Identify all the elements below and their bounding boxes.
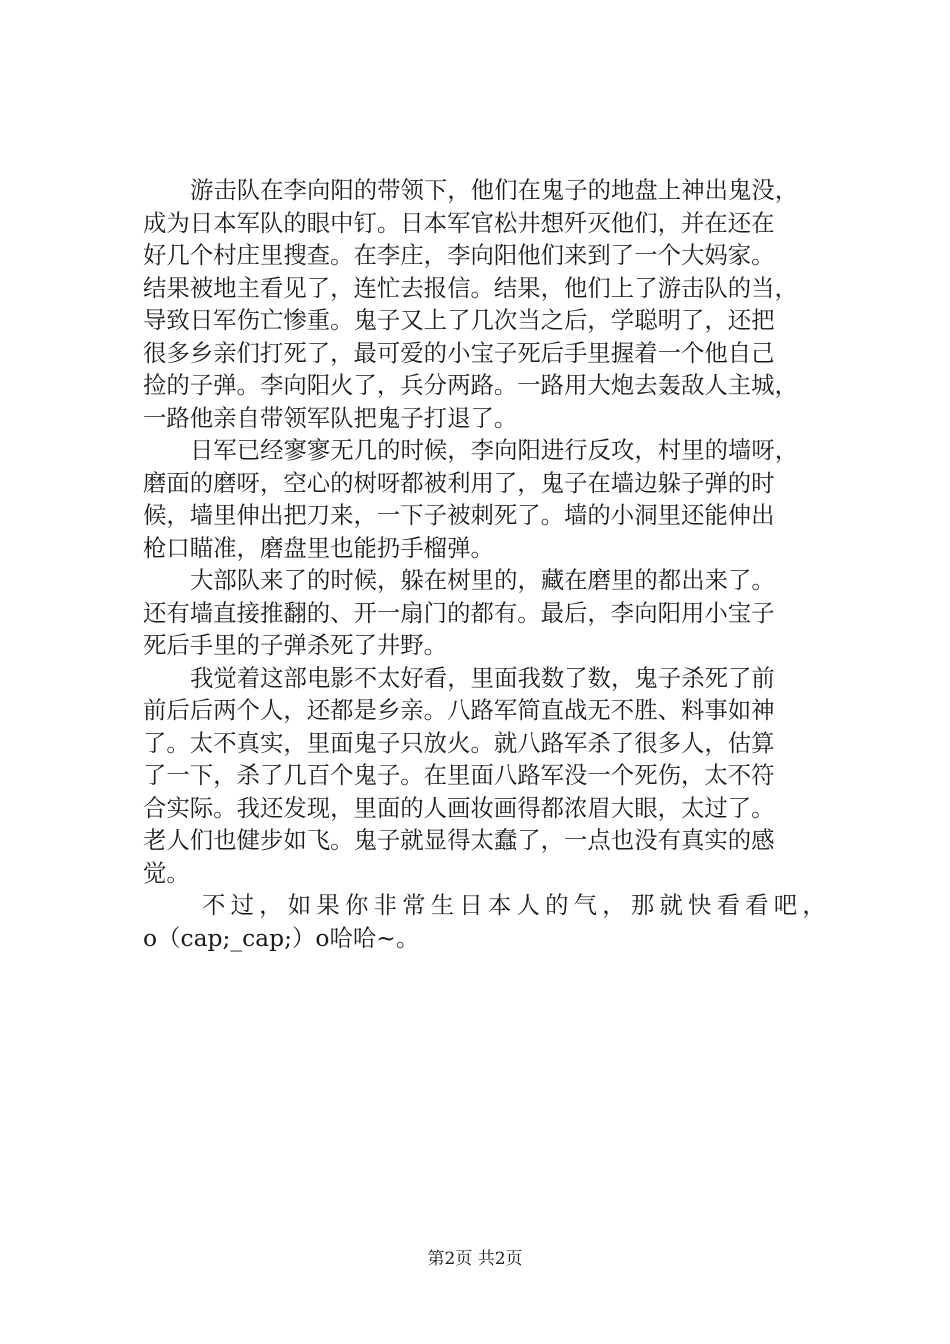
- text-line: 了。太不真实，里面鬼子只放火。就八路军杀了很多人，估算: [143, 728, 775, 757]
- text-line: 很多乡亲们打死了，最可爱的小宝子死后手里握着一个他自己: [143, 338, 775, 367]
- text-line: 合实际。我还发现，里面的人画妆画得都浓眉大眼，太过了。: [143, 793, 775, 822]
- text-line: 候，墙里伸出把刀来，一下子被刺死了。墙的小洞里还能伸出: [143, 501, 775, 529]
- text-line: 我觉着这部电影不太好看，里面我数了数，鬼子杀死了前: [190, 663, 775, 692]
- text-line: 不过，如果你非常生日本人的气，那就快看看吧，: [202, 891, 831, 919]
- text-line: o（cap;_cap;）o哈哈~。: [143, 923, 420, 952]
- text-line: 前后后两个人，还都是乡亲。八路军简直战无不胜、料事如神: [143, 696, 775, 724]
- text-line: 了一下，杀了几百个鬼子。在里面八路军没一个死伤，太不符: [143, 761, 775, 789]
- text-line: 好几个村庄里搜查。在李庄，李向阳他们来到了一个大妈家。: [143, 241, 775, 269]
- text-line: 磨面的磨呀，空心的树呀都被利用了，鬼子在墙边躲子弹的时: [143, 468, 775, 497]
- text-line: 一路他亲自带领军队把鬼子打退了。: [143, 403, 518, 432]
- text-line: 结果被地主看见了，连忙去报信。结果，他们上了游击队的当，: [143, 273, 798, 302]
- text-line: 死后手里的子弹杀死了井野。: [143, 631, 448, 659]
- page-footer: 第2页 共2页: [427, 1249, 523, 1269]
- text-line: 大部队来了的时候，躲在树里的，藏在磨里的都出来了。: [190, 566, 775, 594]
- text-line: 日军已经寥寥无几的时候，李向阳进行反攻，村里的墙呀，: [190, 436, 799, 464]
- text-line: 觉。: [143, 858, 190, 887]
- text-line: 老人们也健步如飞。鬼子就显得太蠢了，一点也没有真实的感: [143, 826, 775, 854]
- text-line: 游击队在李向阳的带领下，他们在鬼子的地盘上神出鬼没，: [190, 176, 799, 204]
- text-line: 枪口瞄准，磨盘里也能扔手榴弹。: [143, 533, 494, 562]
- text-line: 导致日军伤亡惨重。鬼子又上了几次当之后，学聪明了，还把: [143, 306, 775, 334]
- text-line: 成为日本军队的眼中钉。日本军官松井想歼灭他们，并在还在: [143, 208, 775, 237]
- text-line: 捡的子弹。李向阳火了，兵分两路。一路用大炮去轰敌人主城，: [143, 371, 798, 399]
- text-line: 还有墙直接推翻的、开一扇门的都有。最后，李向阳用小宝子: [143, 598, 775, 627]
- article-body: [143, 174, 833, 954]
